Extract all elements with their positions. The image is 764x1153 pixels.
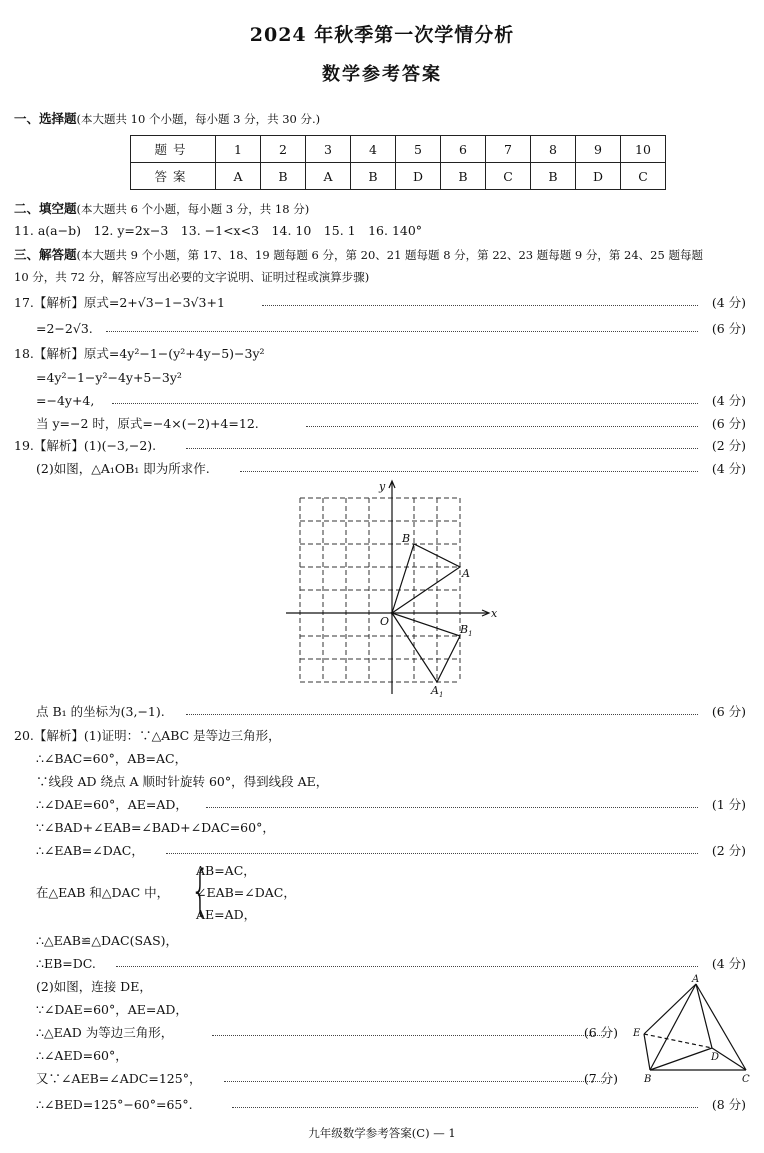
segment-ac [696,984,746,1070]
q20-line: 在△EAB 和△DAC 中， [36,885,170,900]
segment-ab [650,984,696,1070]
condition-line: ∠EAB=∠DAC， [196,885,296,900]
fill-answers: 11. a(a−b) 12. y=2x−3 13. −1<x<3 14. 10 15. 1 16. 140° [14,223,423,238]
coordinate-grid-figure [282,478,502,698]
table-cell: 5 [396,136,441,163]
dot-leader [306,426,698,427]
score: (1 分) [711,797,746,812]
q17-line: =2−2√3. [36,321,93,336]
dot-leader [106,331,698,332]
table-cell: B [531,163,576,190]
table-cell: 4 [351,136,396,163]
segment-ae [644,984,696,1034]
condition-line: AE=AD， [196,907,257,922]
q18-line: 18.【解析】原式=4y²−1−(y²+4y−5)−3y² [14,346,265,361]
score: (4 分) [711,393,746,408]
q20-line: ∴∠BAC=60°，AB=AC， [36,751,188,766]
segment-ed [644,1034,712,1048]
table-cell: C [486,163,531,190]
q20-line: (2)如图，连接 DE， [36,979,152,994]
table-row-label: 答案 [131,163,216,190]
q19-line: 点 B₁ 的坐标为(3,−1). [36,704,165,719]
dot-leader [240,471,698,472]
table-cell: 10 [621,136,666,163]
dot-leader [116,966,698,967]
q20-line: ∴△EAB≌△DAC(SAS)， [36,933,179,948]
point-label-e: E [633,1028,641,1039]
page-footer: 九年级数学参考答案(C) — 1 [308,1126,456,1140]
q20-line: ∵∠DAE=60°，AE=AD， [36,1002,188,1017]
score: (7 分) [583,1071,618,1086]
q18-line: 当 y=−2 时，原式=−4×(−2)+4=12. [36,416,259,431]
segment-bd [650,1048,712,1070]
q20-line: 又∵∠AEB=∠ADC=125°， [36,1071,202,1086]
dot-leader [262,305,698,306]
condition-line: AB=AC， [196,863,256,878]
point-label-b: B [644,1074,652,1085]
point-label-b1: $B_1$ [460,623,473,638]
axis-label-x: x [491,607,498,620]
point-label-b: B [402,532,411,545]
score: (6 分) [711,321,746,336]
table-cell: C [621,163,666,190]
dot-leader [206,807,698,808]
table-cell: 7 [486,136,531,163]
q20-line: ∴∠BED=125°−60°=65°. [36,1097,193,1112]
dot-leader [232,1107,698,1108]
segment-eb [644,1034,650,1070]
score: (4 分) [711,956,746,971]
table-row-label: 题号 [131,136,216,163]
section-solve-note: 10 分，共 72 分，解答应写出必要的文字说明、证明过程或演算步骤) [14,270,370,284]
point-label-c: C [742,1074,750,1085]
triangle-a1ob1 [392,613,460,682]
table-cell: 3 [306,136,351,163]
score: (2 分) [711,843,746,858]
q18-line: =−4y+4, [36,393,95,408]
q20-line: ∴∠DAE=60°，AE=AD， [36,797,188,812]
q19-line: (2)如图，△A₁OB₁ 即为所求作. [36,461,210,476]
score: (6 分) [711,416,746,431]
segment-ad [696,984,712,1048]
q20-line: 20.【解析】(1)证明：∵△ABC 是等边三角形， [14,728,281,743]
axis-label-y: y [379,480,386,493]
table-cell: 9 [576,136,621,163]
q20-line: ∴△EAD 为等边三角形， [36,1025,174,1040]
table-cell: A [216,163,261,190]
score: (2 分) [711,438,746,453]
condition-group [196,860,296,926]
triangle-aob [392,544,460,613]
point-label-a: A [462,567,470,580]
score: (8 分) [711,1097,746,1112]
point-label-o: O [380,615,390,628]
dot-leader [224,1081,604,1082]
triangle-figure [628,974,758,1090]
score: (4 分) [711,461,746,476]
q20-line: ∵∠BAD+∠EAB=∠BAD+∠DAC=60°， [36,820,275,835]
page-subtitle: 数学参考答案 [322,64,442,85]
table-cell: B [441,163,486,190]
section-choice: 一、选择题(本大题共 10 个小题，每小题 3 分，共 30 分.) [14,111,321,126]
table-cell: A [306,163,351,190]
dot-leader [212,1035,604,1036]
table-cell: D [396,163,441,190]
q20-line: ∴EB=DC. [36,956,96,971]
table-cell: B [351,163,396,190]
table-row [131,136,666,163]
grid-lines [300,498,460,682]
section-fill: 二、填空题(本大题共 6 个小题，每小题 3 分，共 18 分) [14,201,310,216]
table-row [131,163,666,190]
q18-line: =4y²−1−y²−4y+5−3y² [36,370,182,385]
brace-glyph: { [190,859,210,922]
dot-leader [186,448,698,449]
dot-leader [112,403,698,404]
table-cell: D [576,163,621,190]
table-cell: B [261,163,306,190]
table-cell: 6 [441,136,486,163]
table-cell: 1 [216,136,261,163]
page-title: 2024 年秋季第一次学情分析 [249,24,515,46]
score: (4 分) [711,295,746,310]
q20-line: ∵线段 AD 绕点 A 顺时针旋转 60°，得到线段 AE， [36,774,329,789]
table-cell: 2 [261,136,306,163]
answer-table [130,135,666,190]
dot-leader [166,853,698,854]
q20-line: ∴∠AED=60°， [36,1048,128,1063]
q17-line: 17.【解析】原式=2+√3−1−3√3+1 [14,295,225,310]
section-solve: 三、解答题(本大题共 9 个小题，第 17、18、19 题每题 6 分，第 20、21 题每题 8 分，第 22、23 题每题 9 分，第 24、25 题每题 [14,247,703,262]
score: (6 分) [711,704,746,719]
score: (6 分) [583,1025,618,1040]
q20-line: ∴∠EAB=∠DAC， [36,843,144,858]
point-label-a: A [692,974,700,985]
dot-leader [186,714,698,715]
table-cell: 8 [531,136,576,163]
point-label-d: D [711,1052,720,1063]
point-label-a1: $A_1$ [431,684,444,698]
q19-line: 19.【解析】(1)(−3,−2). [14,438,157,453]
